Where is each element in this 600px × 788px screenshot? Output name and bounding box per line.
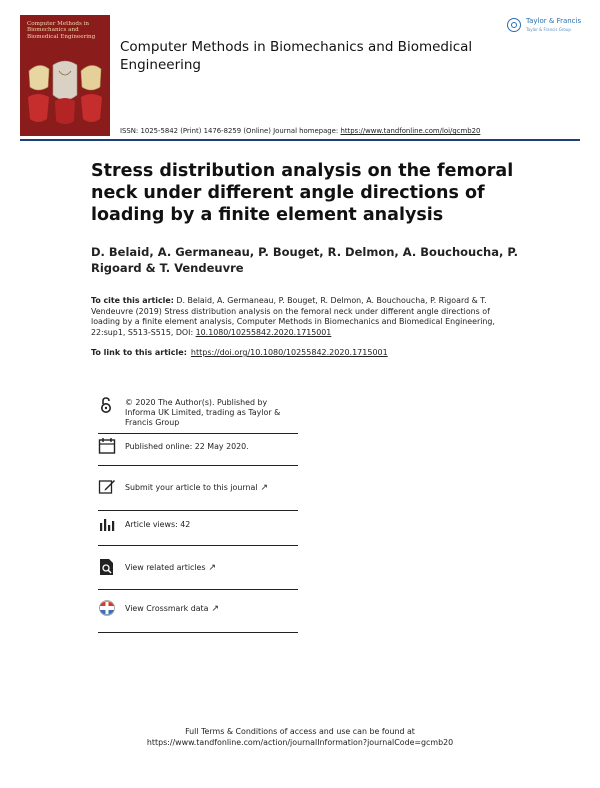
journal-cover xyxy=(20,15,110,136)
info-divider xyxy=(98,510,298,511)
journal-homepage-link[interactable]: https://www.tandfonline.com/loi/gcmb20 xyxy=(340,127,481,135)
citation-doi-link[interactable]: 10.1080/10255842.2020.1715001 xyxy=(195,327,332,337)
terms-footer xyxy=(0,726,600,748)
bar-chart-icon xyxy=(98,515,116,533)
cover-title: Computer Methods in Biomechanics and Biomedical Engineering xyxy=(27,21,96,40)
external-link-icon: ↗ xyxy=(260,483,269,493)
header-divider xyxy=(20,139,580,141)
citation-text: D. Belaid, A. Germaneau, P. Bouget, R. Delmon, A. Bouchoucha, P. Rigoard & T. Vendeuvre (2019) Stress distribution analysis on the femoral neck under different angle directions of loading by a finite element analysis, Computer Methods in Biomechanics and Biomedical Engineering, 22:sup1, S513-S515, DOI: xyxy=(91,296,495,337)
issn-line xyxy=(120,127,480,135)
article-link-line xyxy=(91,348,388,357)
issn-text: ISSN: 1025-5842 (Print) 1476-8259 (Online) Journal homepage: xyxy=(120,127,339,135)
search-document-icon xyxy=(98,558,116,576)
citation-label: To cite this article: xyxy=(91,296,174,305)
license-text: © 2020 The Author(s). Published by Informa UK Limited, trading as Taylor & Francis Group xyxy=(125,398,281,427)
article-views-text: Article views: 42 xyxy=(125,520,191,529)
cover-artwork xyxy=(25,57,105,127)
submit-article-text: Submit your article to this journal xyxy=(125,483,258,492)
edit-icon xyxy=(98,478,116,496)
article-link-label: To link to this article: xyxy=(91,348,187,357)
publisher-logo xyxy=(507,15,587,45)
info-divider xyxy=(98,433,298,434)
article-doi-url[interactable]: https://doi.org/10.1080/10255842.2020.1715001 xyxy=(190,348,388,357)
crossmark-label xyxy=(125,604,300,614)
published-online-text: Published online: 22 May 2020. xyxy=(125,442,249,451)
terms-url[interactable]: https://www.tandfonline.com/action/journalInformation?journalCode=gcmb20 xyxy=(146,738,454,747)
info-divider xyxy=(98,632,298,633)
submit-article-label xyxy=(125,483,300,493)
info-divider xyxy=(98,465,298,466)
info-divider xyxy=(98,589,298,590)
terms-text: Full Terms & Conditions of access and use can be found at xyxy=(185,727,415,736)
publisher-logo-icon xyxy=(507,18,521,32)
external-link-icon: ↗ xyxy=(208,563,217,573)
journal-name: Computer Methods in Biomechanics and Biomedical Engineering xyxy=(120,39,473,73)
crossmark-text: View Crossmark data xyxy=(125,604,209,613)
publisher-tagline: Taylor & Francis Group xyxy=(526,27,571,32)
author-list: D. Belaid, A. Germaneau, P. Bouget, R. Delmon, A. Bouchoucha, P. Rigoard & T. Vendeuvre xyxy=(91,245,519,275)
article-title: Stress distribution analysis on the femoral neck under different angle directions of loading by a finite element analysis xyxy=(91,161,514,225)
external-link-icon: ↗ xyxy=(211,604,220,614)
info-divider xyxy=(98,545,298,546)
related-articles-text: View related articles xyxy=(125,563,206,572)
crossmark-icon xyxy=(98,599,116,617)
publisher-name: Taylor & Francis xyxy=(526,17,582,25)
related-articles-label xyxy=(125,563,300,573)
citation-block xyxy=(91,296,506,338)
calendar-icon xyxy=(98,437,116,455)
open-access-icon xyxy=(98,396,116,414)
